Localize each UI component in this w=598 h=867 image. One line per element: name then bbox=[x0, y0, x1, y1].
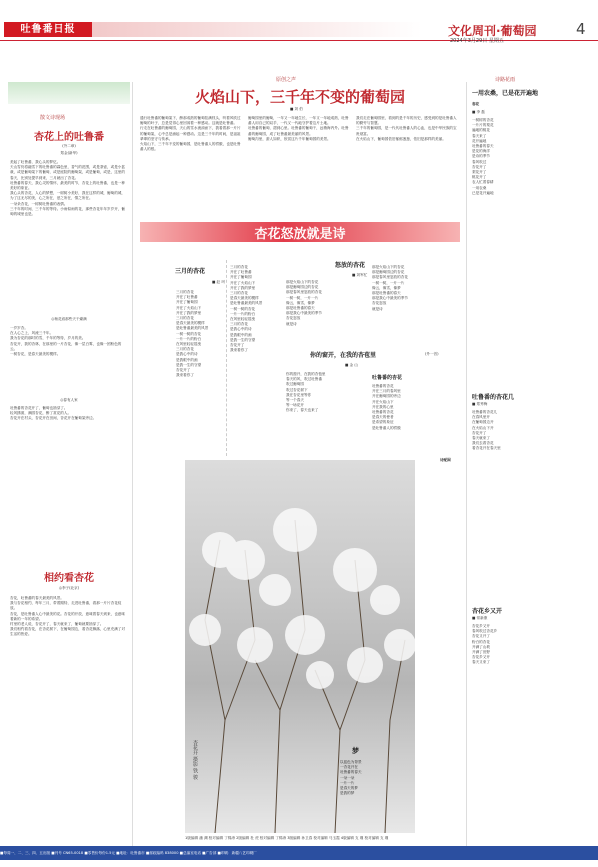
article-title: 相约看杏花 bbox=[44, 573, 94, 584]
poem-author: ■ 常新康 bbox=[472, 616, 488, 620]
photo-credit: 杏花开 摄影 铁 骏 bbox=[192, 740, 198, 780]
sidebar-banner bbox=[8, 82, 130, 104]
poem-title: 三月的杏花 bbox=[175, 268, 206, 275]
poem-body: 一树树的杏花 一片片的梨花 遍地的桃花 春天来了 花开遍地 吐鲁番的春天 是花的海洋 是诗的季节 春风吹过 杏花开了 梨花开了 桃花开了 农人忙着春耕 一用农桑 已是花开遍地 bbox=[472, 118, 494, 195]
poem-title: 吐鲁番的杏花 bbox=[372, 375, 403, 381]
article-author: 郑金(新华) bbox=[60, 151, 78, 155]
poem-title: 吐鲁番的杏花几 bbox=[472, 394, 515, 401]
editor-credits: 1版编辑 潘 渊 校对编辑 丁锦涛 2版编辑 杜 虎 校对编辑 丁锦涛 3版编辑 孙卫春 校对编辑 马玉霞 4版编辑 支 瑾 校对编辑 支 瑾 bbox=[185, 836, 389, 840]
poem-title: 怒放的杏花 bbox=[335, 262, 366, 269]
section-heading: ◎杨花叙那些天干燥满 bbox=[51, 317, 87, 321]
poem-body: 吐鲁番的杏花 开在三月的春风里 开在葡萄园的旁边 开在火焰山下 开在我的心里 吐鲁番的杏花 是春天的使者 是希望的象征 是吐鲁番人的骄傲 bbox=[372, 384, 401, 430]
right-section-tag: 诗路花雨 bbox=[495, 77, 516, 83]
photo-section-label: 诗配图 bbox=[440, 458, 451, 462]
poem-body: 三月的杏花 开在了吐鲁番 开在了葡萄园 开在了火焰山下 开在了我的梦里 三月的杏花 是春天最美的模样 是吐鲁番最美的风景 一树一树的杏花 一片一片的粉白 在风里轻轻摇曳 三月的杏花 是我心中的诗 是我眼中的画 是我一生的守望 杏花开了 我来看你了 bbox=[176, 290, 209, 378]
photo-poem-title: 梦 bbox=[352, 746, 359, 755]
page-number: 4 bbox=[576, 20, 586, 38]
article-subtitle: (外二章) bbox=[62, 144, 76, 148]
left-section-tag: 散文诗现场 bbox=[40, 115, 66, 121]
column-divider bbox=[226, 260, 227, 456]
section-heading: ◎春有人家 bbox=[60, 398, 78, 402]
poem-body: 杏花乡又开 春风吹过杏花乡 杏花又开了 粉白的杏花 开满了山坡 开满了田野 杏花乡又开 春天又来了 bbox=[472, 624, 498, 665]
poem-title: 杏花乡又开 bbox=[472, 608, 503, 615]
main-body-col2: 葡萄园里的葡萄，一年又一年地生长，一年又一年地成熟，吐鲁番人用自己的双手，一代又一代地守护着这片土地。 吐鲁番的葡萄，甜到心里。吐鲁番的葡萄干，远销海内外。吐鲁番的葡萄园，成了吐鲁番最美丽的风景。 葡萄沟里，游人如织，欣赏这片千年葡萄园的美景。 bbox=[248, 116, 349, 141]
article-title: 杏花上的吐鲁番 bbox=[34, 132, 104, 143]
poem-title: 你的窗开，在我的杏苞里 bbox=[310, 352, 377, 359]
poem-body-continued: 三月的杏花 开在了吐鲁番 开在了葡萄园 开在了火焰山下 开在了我的梦里 三月的杏花 是春天最美的模样 是吐鲁番最美的风景 一树一树的杏花 一片一片的粉白 在风里轻轻摇曳 三月的杏花 是我心中的诗 是我眼中的画 是我一生的守望 杏花开了 我来看你了 bbox=[230, 265, 263, 353]
poem-subtitle: 春花 bbox=[472, 102, 480, 106]
poem-body: 吐鲁番的杏花几 在春风里开 在葡萄园边开 在火焰山下开 杏花开了 春天就来了 我们去看杏花 看杏花开在春天里 bbox=[472, 410, 501, 451]
article-body: 美起了吐鲁番，我心头的梦忆。 天山雪仍将融雪下的吐鲁番的暮色里，香气的范围，或是茶壶，或是小盆栽，或是葡萄架下的葡萄，或是庭院的葡萄架，或是葡萄，或是，这里的春天，比别处提早到来，三月就出了杏花。 吐鲁番的春天，我心灵的情怀，最美的时节，杏花上的吐鲁番，也是一种美好的象征。 我心头的杏花，人心的梦想，一树树小美好，我在这样的城，葡萄的城，为了这无尽的美，心之所在，爱之所在，情之所在。 一朵朵杏花，一树树吐鲁番的表情。 三千年的时间，三千年的等待。小雨似雨的花，那些杏花年年岁岁开，葡萄的城里也是。 bbox=[10, 160, 125, 217]
poem-author: ■ 李 磊 bbox=[472, 110, 485, 114]
main-body-col3: 我们走在葡萄园里，看到的是千年的历史，感受到的是吐鲁番人的勤劳与智慧。 三千年的葡萄园，是一代代吐鲁番人的心血，也是中华民族的宝贵财富。 在火焰山下，葡萄园依旧郁郁葱葱，依旧是那样的美丽。 bbox=[356, 116, 457, 141]
poem-author: ■ 金 山 bbox=[345, 363, 358, 367]
article-author: ◎李子(北京) bbox=[58, 586, 80, 590]
poem-body-continued: 那是火焰山下的杏花 那是葡萄园边的杏花 那是春风里怒放的杏花 一树一树，一片一片 像云，像雪，像梦 那是吐鲁番的春天 那是我心中最美的季节 杏花怒放 就是诗 bbox=[372, 265, 408, 311]
center-section-tag: 原创之声 bbox=[276, 77, 297, 83]
masthead-bar bbox=[92, 22, 422, 37]
poem-author: ■ 郑秀梅 bbox=[472, 402, 488, 406]
article-body: 吐鲁番的杏花开了，葡萄也抽芽了。 轻风拂面，满园杏花，醉了赏花的人。 杏花开在村头，杏花开在田间，杏花开在葡萄架旁边。 bbox=[10, 406, 97, 421]
poem-title: 一用农桑，已是花开遍地 bbox=[472, 90, 539, 97]
section-title: 文化周刊·葡萄园 bbox=[448, 24, 537, 38]
poem-author: ■ 赵 玛 bbox=[212, 280, 225, 284]
article-body: 杏花，吐鲁番的春天最美的风景。 我与杏花相约，每年三月，带着期待，走进吐鲁番，看那一片片杏花绽放。 杏花，是吐鲁番人心中最美的花。杏花的开放，意味着春天到来，也意味着新的一年的希望。 村里的老人说，杏花开了，春天就来了，葡萄就要抽芽了。 我们相约看杏花，在杏花树下，在葡萄园边，看杏花飘落，心里充满了对生活的热爱。 bbox=[10, 596, 125, 637]
poem-body: 你的窗开，在我的杏苞里 春天的风，吹过吐鲁番 吹过葡萄园 吹过杏花树下 我在杏花里等你 等一个春天 等一场花开 你来了，春天也来了 bbox=[286, 372, 326, 413]
article-body: 一岁岁杏。 在人心之上，风流三千年。 我为杏花的那时的雪，千年的等待，岁月的美。 杏花开，我的杏林，在那里的一片杏花，像一层白雾，也像一团粉色的云。 一树杏花，是春天最美的模样。 bbox=[10, 326, 122, 357]
main-body-col1: 通行吐鲁番的葡萄架下，醉那成熟的葡萄挂满枝头，听着风吹过葡萄的叶子，总是觉得心里回荡着一种感动。这就是吐鲁番。 行走在吐鲁番的葡萄园，天山的雪水流淌而下，我看着那一片片的葡萄架，心中总是涌起一种感动。这是三千年的时间，是祖祖辈辈的坚守与传承。 火焰山下，三千年不变的葡萄园，是吐鲁番人的骄傲，也是吐鲁番人的根。 bbox=[140, 116, 241, 152]
poem-subtitle: (外一首) bbox=[425, 352, 439, 356]
poetry-banner-title: 杏花怒放就是诗 bbox=[254, 227, 346, 242]
footer-bar: ■每周一、二、三、四、五出版 ■刊号 CN65-0018 ■零售价每份1.5元 ■地址：吐鲁番市 ■邮政编码 838000 ■总编室电话 ■广告部 ■印刷：新疆八艺印刷厂 bbox=[0, 846, 598, 860]
poem-author: ■ 刘军忙 bbox=[352, 273, 368, 277]
date-line: 2024年3月29日 星期五 bbox=[450, 38, 504, 44]
main-author: ■ 刘 伯 bbox=[290, 107, 303, 111]
poem-body: 那是火焰山下的杏花 那是葡萄园边的杏花 那是春风里怒放的杏花 一树一树，一片一片 像云，像雪，像梦 那是吐鲁番的春天 那是我心中最美的季节 杏花怒放 就是诗 bbox=[286, 280, 322, 326]
main-headline: 火焰山下，三千年不变的葡萄园 bbox=[194, 88, 405, 106]
newspaper-logo: 吐鲁番日报 bbox=[4, 22, 92, 37]
photo-poem-body: 以蓝色为背景 一杏花开在 吐鲁番的春天 一朵一朵 一片一片 是春天的梦 是我的梦 bbox=[340, 760, 362, 796]
